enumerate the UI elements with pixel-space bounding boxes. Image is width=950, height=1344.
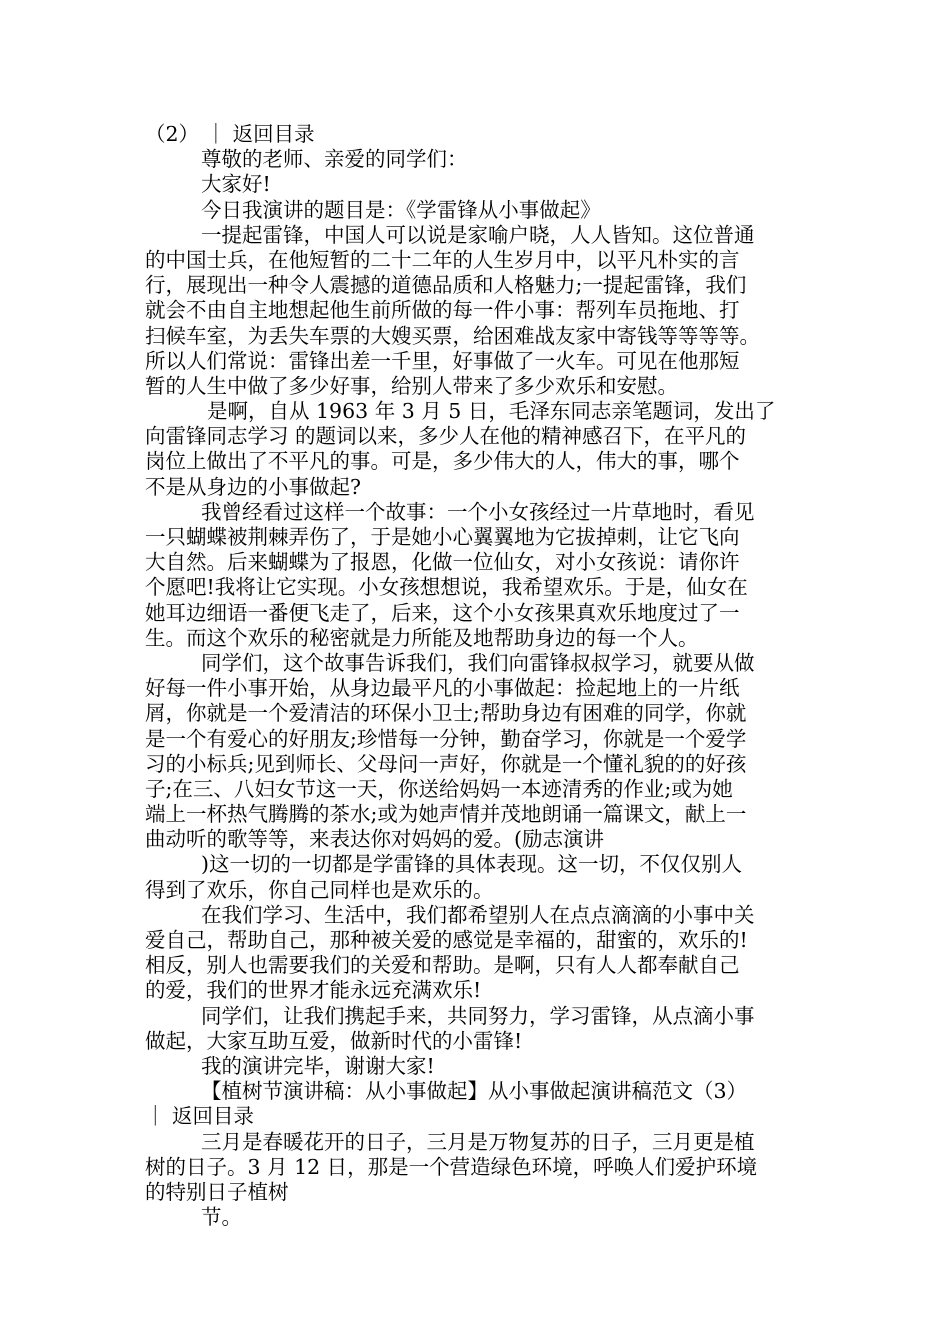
paragraph-line: 暂的人生中做了多少好事，给别人带来了多少欢乐和安慰。 [145,373,678,398]
paragraph-line: 不是从身边的小事做起? [145,474,361,499]
paragraph-line: )这一切的一切都是学雷锋的具体表现。这一切，不仅仅别人 [201,852,742,877]
paragraph-line: 的爱，我们的世界才能永远充满欢乐! [145,978,482,1003]
separator: ｜ [205,122,227,146]
paragraph-line: 个愿吧!我将让它实现。小女孩想想说，我希望欢乐。于是，仙女在 [145,575,748,600]
paragraph-line: 一只蝴蝶被荆棘弄伤了，于是她小心翼翼地为它拔掉刺，让它飞向 [145,525,740,549]
paragraph-line: 习的小标兵;见到师长、父母问一声好，你就是一个懂礼貌的的好孩 [145,751,747,776]
greeting: 大家好! [201,172,271,197]
paragraph-line: 生。而这个欢乐的秘密就是力所能及地帮助身边的每一个人。 [145,625,699,650]
paragraph-line: 在我们学习、生活中，我们都希望别人在点点滴滴的小事中关 [201,902,755,927]
paragraph-line: 大自然。后来蝴蝶为了报恩，化做一位仙女，对小女孩说：请你许 [145,550,740,575]
section-header [145,122,825,147]
paragraph-line: 同学们，让我们携起手来，共同努力，学习雷锋，从点滴小事 [201,1003,755,1028]
paragraph-line: 行，展现出一种令人震撼的道德品质和人格魅力;一提起雷锋，我们 [145,273,747,298]
paragraph-line: 相反，别人也需要我们的关爱和帮助。是啊，只有人人都奉献自己 [145,953,740,978]
paragraph-line: 一提起雷锋，中国人可以说是家喻户晓，人人皆知。这位普通 [201,222,755,247]
paragraph-line: 好每一件小事开始，从身边最平凡的小事做起：捡起地上的一片纸 [145,676,740,701]
paragraph-line: 屑，你就是一个爱清洁的环保小卫士;帮助身边有困难的同学，你就 [145,701,747,726]
paragraph-line: 她耳边细语一番便飞走了，后来，这个小女孩果真欢乐地度过了一 [145,600,740,625]
back-to-toc-link[interactable]: 返回目录 [232,122,315,146]
paragraph-line: 做起，大家互助互爱，做新时代的小雷锋! [145,1028,523,1053]
paragraph-line: 是啊，自从 1963 年 3 月 5 日，毛泽东同志亲笔题词，发出了 [207,399,776,424]
paragraph-line: 的中国士兵，在他短暂的二十二年的人生岁月中，以平凡朴实的言 [145,247,740,272]
paragraph-line: 曲动听的歌等等，来表达你对妈妈的爱。(励志演讲 [145,827,604,852]
paragraph-line: 就会不由自主地想起他生前所做的每一件小事：帮列车员拖地、打 [145,298,740,323]
paragraph-line: 端上一杯热气腾腾的茶水;或为她声情并茂地朗诵一篇课文，献上一 [145,802,747,827]
paragraph-line: 子;在三、八妇女节这一天，你送给妈妈一本迹清秀的作业;或为她 [145,776,733,801]
paragraph-line: 同学们，这个故事告诉我们，我们向雷锋叔叔学习，就要从做 [201,650,755,675]
section-title-line: 【植树节演讲稿：从小事做起】从小事做起演讲稿范文（3） [201,1079,748,1104]
paragraph-line: 扫候车室，为丢失车票的大嫂买票，给困难战友家中寄钱等等等等。 [145,323,760,348]
paragraph-line: 爱自己，帮助自己，那种被关爱的感觉是幸福的，甜蜜的，欢乐的! [145,928,748,952]
paragraph-line: 向雷锋同志学习 的题词以来，多少人在他的精神感召下，在平凡的 [145,424,747,449]
paragraph-line: 是一个有爱心的好朋友;珍惜每一分钟，勤奋学习，你就是一个爱学 [145,726,747,751]
salutation: 尊敬的老师、亲爱的同学们： [201,147,468,172]
document-page [145,122,825,1230]
closing-line: 我的演讲完毕，谢谢大家! [201,1053,435,1078]
paragraph-line: 我曾经看过这样一个故事：一个小女孩经过一片草地时，看见 [201,499,755,524]
paragraph-line: 的特别日子植树 [145,1179,289,1204]
paragraph-line: 岗位上做出了不平凡的事。可是，多少伟大的人，伟大的事，哪个 [145,449,740,474]
back-to-toc-link[interactable]: 返回目录 [172,1104,255,1129]
paragraph-line: 三月是春暖花开的日子，三月是万物复苏的日子，三月更是植 [201,1129,755,1154]
speech-title-line: 今日我演讲的题目是：《学雷锋从小事做起》 [201,197,601,222]
paragraph-line: 得到了欢乐，你自己同样也是欢乐的。 [145,877,494,902]
paragraph-line: 所以人们常说：雷锋出差一千里，好事做了一火车。可见在他那短 [145,348,740,373]
paragraph-line: 树的日子。3 月 12 日，那是一个营造绿色环境，呼唤人们爱护环境 [145,1154,758,1179]
paragraph-line: 节。 [201,1205,242,1230]
section-number: （2） [145,122,200,146]
separator: ｜ [145,1104,166,1129]
section-link-line [145,1104,825,1129]
